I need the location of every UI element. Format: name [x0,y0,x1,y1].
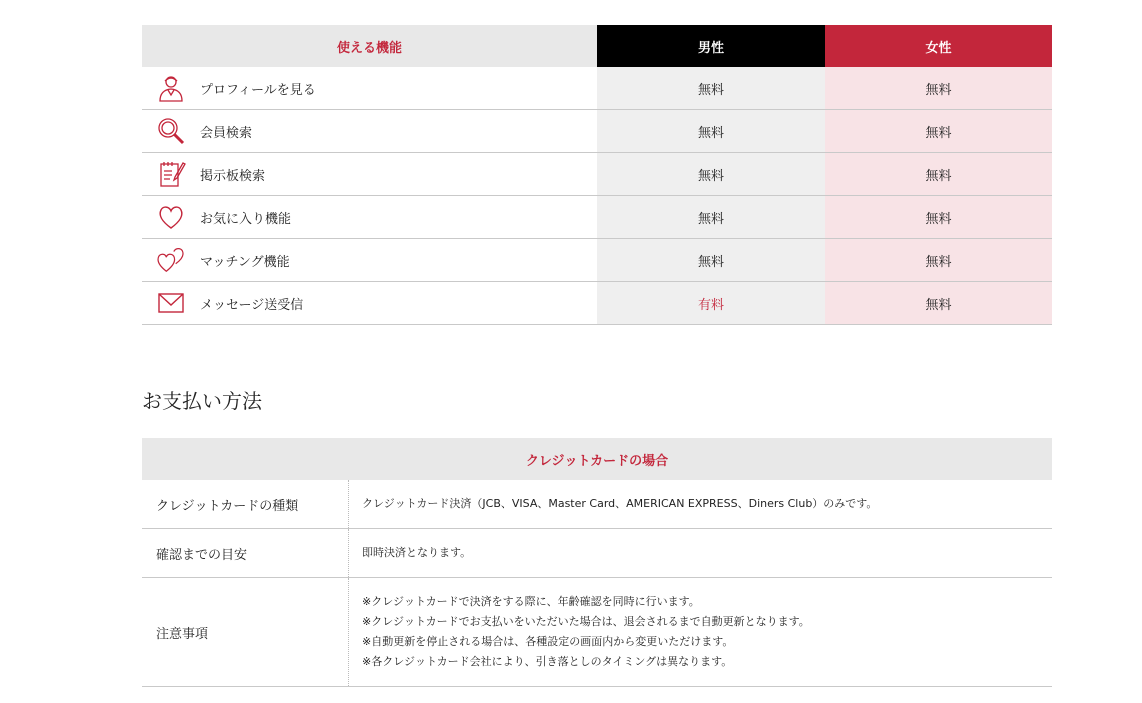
header-female: 女性 [825,25,1052,67]
female-price: 無料 [825,67,1052,109]
payment-row-content [349,480,1052,528]
feature-label: 会員検索 [200,125,253,141]
payment-note: ※クレジットカードで決済をする際に、年齢確認を同時に行います。 [362,595,700,608]
payment-row-confirmation [142,529,1052,578]
header-feature: 使える機能 [142,25,597,67]
payment-table [142,438,1052,687]
feature-row-member-search [142,110,1052,153]
feature-label: マッチング機能 [200,254,290,270]
female-price: 無料 [825,153,1052,195]
feature-label: お気に入り機能 [200,211,292,227]
payment-row-label: クレジットカードの種類 [142,480,349,528]
heart-icon [142,196,200,238]
search-magnifier-icon [142,110,200,152]
feature-row-favorites [142,196,1052,239]
features-table-header [142,25,1052,67]
male-price: 無料 [597,110,825,152]
female-price: 無料 [825,282,1052,324]
male-price: 無料 [597,153,825,195]
payment-row-text: クレジットカード決済（JCB、VISA、Master Card、AMERICAN EXPRESS、Diners Club）のみです。 [362,497,878,510]
female-price: 無料 [825,196,1052,238]
female-price: 無料 [825,239,1052,281]
feature-row-board-search [142,153,1052,196]
payment-row-content [349,578,1052,686]
feature-row-messages [142,282,1052,325]
feature-label: プロフィールを見る [200,82,316,98]
header-male: 男性 [597,25,825,67]
payment-table-header: クレジットカードの場合 [142,438,1052,480]
feature-label: 掲示板検索 [200,168,266,184]
male-price: 無料 [597,239,825,281]
payment-row-content [349,529,1052,577]
male-price: 有料 [597,282,825,324]
features-table [142,25,1052,325]
feature-row-matching [142,239,1052,282]
payment-row-notes [142,578,1052,687]
male-price: 無料 [597,196,825,238]
male-price: 無料 [597,67,825,109]
payment-section-title: お支払い方法 [142,389,262,413]
notepad-pencil-icon [142,153,200,195]
payment-row-label: 確認までの目安 [142,529,349,577]
feature-row-profile [142,67,1052,110]
envelope-icon [142,282,200,324]
payment-note: ※自動更新を停止される場合は、各種設定の画面内から変更いただけます。 [362,635,734,648]
payment-row-card-types [142,480,1052,529]
payment-note: ※各クレジットカード会社により、引き落としのタイミングは異なります。 [362,655,733,668]
feature-label: メッセージ送受信 [200,297,304,313]
payment-row-text: 即時決済となります。 [362,546,472,559]
profile-person-icon [142,67,200,109]
double-heart-icon [142,239,200,281]
female-price: 無料 [825,110,1052,152]
payment-note: ※クレジットカードでお支払いをいただいた場合は、退会されるまで自動更新となります。 [362,615,810,628]
payment-row-label: 注意事項 [142,578,349,686]
